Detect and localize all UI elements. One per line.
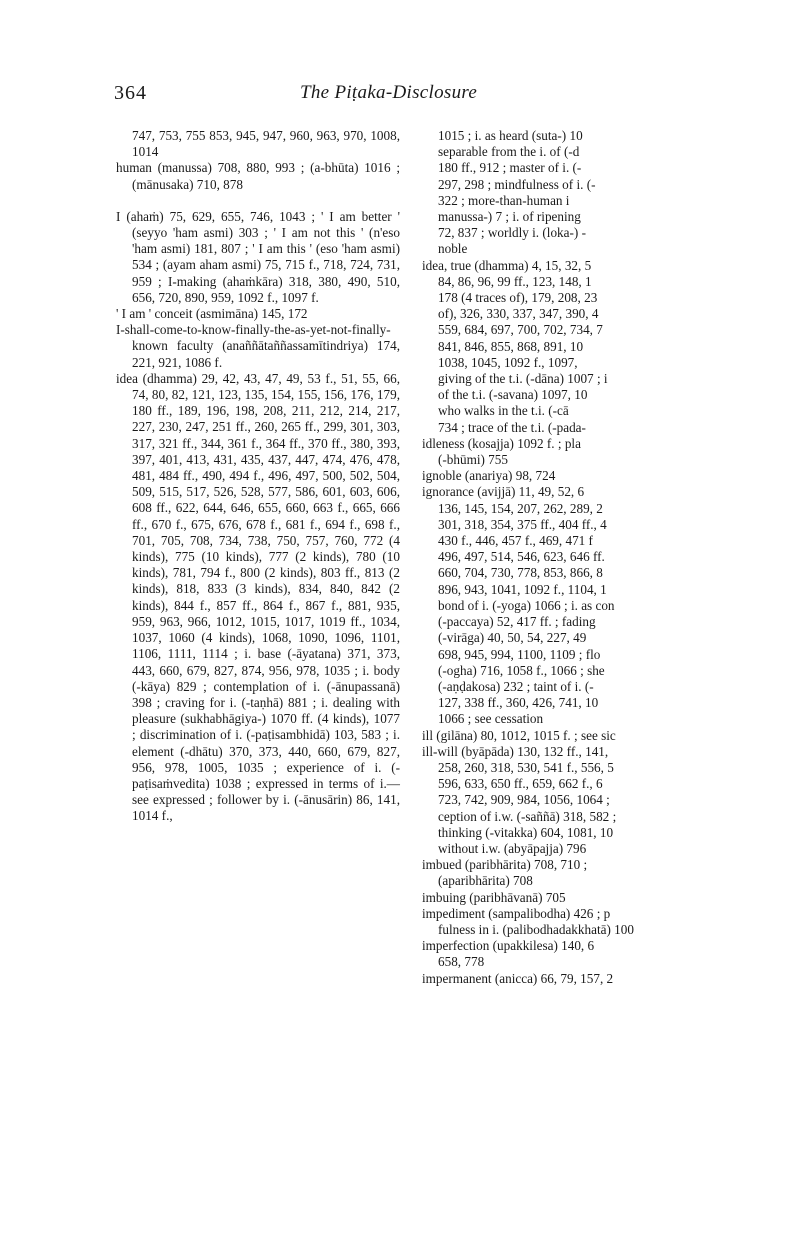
- index-entry: I (ahaṁ) 75, 629, 655, 746, 1043 ; ' I am better ' (seyyo 'ham asmi) 303 ; ' I am not this ' (n'eso 'ham asmi) 181, 807 ; ' I am this ' (eso 'ham asmi) 534 ; (ayam aham asmi) 75, 715 f., 718, 724, 731, 959 ; I-making (ahaṁkāra) 318, 380, 490, 510, 656, 720, 890, 959, 1092 f., 1097 f.: [116, 208, 400, 305]
- index-column-right: [422, 128, 793, 987]
- page-header: [0, 82, 793, 106]
- index-entry: 841, 846, 855, 868, 891, 10: [438, 338, 584, 354]
- index-entry: idea, true (dhamma) 4, 15, 32, 5: [422, 257, 592, 273]
- index-entry: ception of i.w. (-saññā) 318, 582 ;: [438, 808, 617, 824]
- index-entry: (-virāga) 40, 50, 54, 227, 49: [438, 630, 587, 646]
- index-entry: ill-will (byāpāda) 130, 132 ff., 141,: [422, 743, 609, 759]
- index-entry: 747, 753, 755 853, 945, 947, 960, 963, 970, 1008, 1014: [132, 128, 400, 160]
- index-entry: impediment (sampalibodha) 426 ; p: [422, 905, 611, 921]
- index-entry: 297, 298 ; mindfulness of i. (-: [438, 176, 596, 192]
- page-number: 364: [114, 82, 147, 104]
- index-entry: 734 ; trace of the t.i. (-pada-: [438, 419, 586, 435]
- index-entry: 660, 704, 730, 778, 853, 866, 8: [438, 565, 603, 581]
- index-entry: 178 (4 traces of), 179, 208, 23: [438, 290, 598, 306]
- index-column-left: [116, 128, 400, 825]
- index-entry: 596, 633, 650 ff., 659, 662 f., 6: [438, 776, 603, 792]
- index-entry: 301, 318, 354, 375 ff., 404 ff., 4: [438, 516, 607, 532]
- index-entry: fulness in i. (palibodhadakkhatā) 100: [438, 921, 634, 937]
- index-entry: who walks in the t.i. (-cā: [438, 403, 569, 419]
- index-entry: (-paccaya) 52, 417 ff. ; fading: [438, 614, 596, 630]
- index-entry: imbuing (paribhāvanā) 705: [422, 889, 566, 905]
- index-entry: ignoble (anariya) 98, 724: [422, 468, 556, 484]
- index-entry: 1015 ; i. as heard (suta-) 10: [438, 128, 583, 143]
- index-entry: 1066 ; see cessation: [438, 711, 544, 727]
- index-entry: imbued (paribhārita) 708, 710 ;: [422, 857, 588, 873]
- index-entry: 1038, 1045, 1092 f., 1097,: [438, 354, 578, 370]
- index-entry: human (manussa) 708, 880, 993 ; (a-bhūta) 1016 ; (mānusaka) 710, 878: [116, 160, 400, 192]
- index-entry: (-aṇḍakosa) 232 ; taint of i. (-: [438, 678, 594, 694]
- index-entry: without i.w. (abyāpajja) 796: [438, 840, 587, 856]
- index-entry: 698, 945, 994, 1100, 1109 ; flo: [438, 646, 601, 662]
- running-title: The Piṭaka-Disclosure: [300, 82, 478, 103]
- index-entry: bond of i. (-yoga) 1066 ; i. as con: [438, 597, 615, 613]
- index-entry: (-ogha) 716, 1058 f., 1066 ; she: [438, 662, 605, 678]
- index-entry: (aparibhārita) 708: [438, 873, 533, 889]
- index-entry: manussa-) 7 ; i. of ripening: [438, 209, 581, 225]
- index-entry: 496, 497, 514, 546, 623, 646 ff.: [438, 549, 605, 565]
- index-entry: 430 f., 446, 457 f., 469, 471 f: [438, 533, 593, 549]
- index-entry: giving of the t.i. (-dāna) 1007 ; i: [438, 371, 608, 387]
- index-entry: ' I am ' conceit (asmimāna) 145, 172: [116, 306, 308, 322]
- index-entry: thinking (-vitakka) 604, 1081, 10: [438, 824, 614, 840]
- index-entry: 180 ff., 912 ; master of i. (-: [438, 160, 582, 176]
- index-entry: 84, 86, 96, 99 ff., 123, 148, 1: [438, 273, 592, 289]
- index-entry: I-shall-come-to-know-finally-the-as-yet-not-finally-known faculty (anaññātaññassamītindriya) 174, 221, 921, 1086 f.: [116, 322, 400, 370]
- index-entry: ill (gilāna) 80, 1012, 1015 f. ; see sic: [422, 727, 616, 743]
- index-entry: 723, 742, 909, 984, 1056, 1064 ;: [438, 792, 610, 808]
- index-entry: 896, 943, 1041, 1092 f., 1104, 1: [438, 581, 607, 597]
- index-entry: 322 ; more-than-human i: [438, 192, 570, 208]
- index-entry: idleness (kosajja) 1092 f. ; pla: [422, 435, 581, 451]
- index-entry: impermanent (anicca) 66, 79, 157, 2: [422, 970, 614, 986]
- index-entry: of), 326, 330, 337, 347, 390, 4: [438, 306, 599, 322]
- index-entry: 658, 778: [438, 954, 485, 970]
- index-entry: ignorance (avijjā) 11, 49, 52, 6: [422, 484, 585, 500]
- index-entry: 136, 145, 154, 207, 262, 289, 2: [438, 500, 603, 516]
- index-entry: of the t.i. (-savana) 1097, 10: [438, 387, 588, 403]
- index-entry: (-bhūmi) 755: [438, 452, 508, 468]
- index-entry: imperfection (upakkilesa) 140, 6: [422, 938, 595, 954]
- index-entry: noble: [438, 241, 468, 257]
- index-entry: 127, 338 ff., 360, 426, 741, 10: [438, 695, 599, 711]
- index-entry: 72, 837 ; worldly i. (loka-) -: [438, 225, 586, 241]
- index-entry: 559, 684, 697, 700, 702, 734, 7: [438, 322, 603, 338]
- index-entry: idea (dhamma) 29, 42, 43, 47, 49, 53 f., 51, 55, 66, 74, 80, 82, 121, 123, 135, 154, 155, 156, 176, 179, 180 ff., 189, 196, 198, 208, 211, 212, 214, 217, 227, 230, 247, 251 ff., 260, 265 ff., 299, 301, 303, 317, 321 ff., 344, 361 f., 364 ff., 370 ff., 380, 393, 397, 401, 413, 431, 435, 437, 447, 474, 476, 478, 481, 484 ff., 490, 494 f., 496, 497, 500, 502, 504, 509, 515, 517, 526, 528, 577, 586, 601, 603, 606, 608 ff., 622, 644, 646, 655, 660, 663 f., 665, 666 ff., 670 f., 675, 676, 678 f., 681 f., 694 f., 698 f., 701, 705, 708, 734, 738, 750, 757, 760, 772 (4 kinds), 775 (10 kinds), 777 (2 kinds), 780 (10 kinds), 781, 794 f., 800 (2 kinds), 803 ff., 813 (2 kinds), 818, 833 (3 kinds), 834, 840, 842 (2 kinds), 844 f., 857 ff., 864 f., 867 f., 881, 935, 959, 963, 966, 1012, 1015, 1017, 1019 ff., 1034, 1037, 1060 (4 kinds), 1068, 1090, 1096, 1101, 1106, 1111, 1114 ; i. base (-āyatana) 371, 373, 443, 660, 679, 827, 874, 956, 978, 1035 ; i. body (-kāya) 829 ; contemplation of i. (-ānupassanā) 398 ; craving for i. (-taṇhā) 881 ; i. dealing with pleasure (sukhabhāgiya-) 1070 ff. (4 kinds), 1077 ; discrimination of i. (-paṭisambhidā) 103, 583 ; i. element (-dhātu) 370, 373, 440, 660, 679, 827, 956, 978, 1005, 1035 ; experience of i. (-paṭisaṁvedita) 1038 ; expressed in terms of i.— see expressed ; follower by i. (-ānusārin) 86, 141, 1014 f.,: [116, 370, 400, 824]
- index-entry: separable from the i. of (-d: [438, 144, 580, 160]
- index-entry: 258, 260, 318, 530, 541 f., 556, 5: [438, 759, 614, 775]
